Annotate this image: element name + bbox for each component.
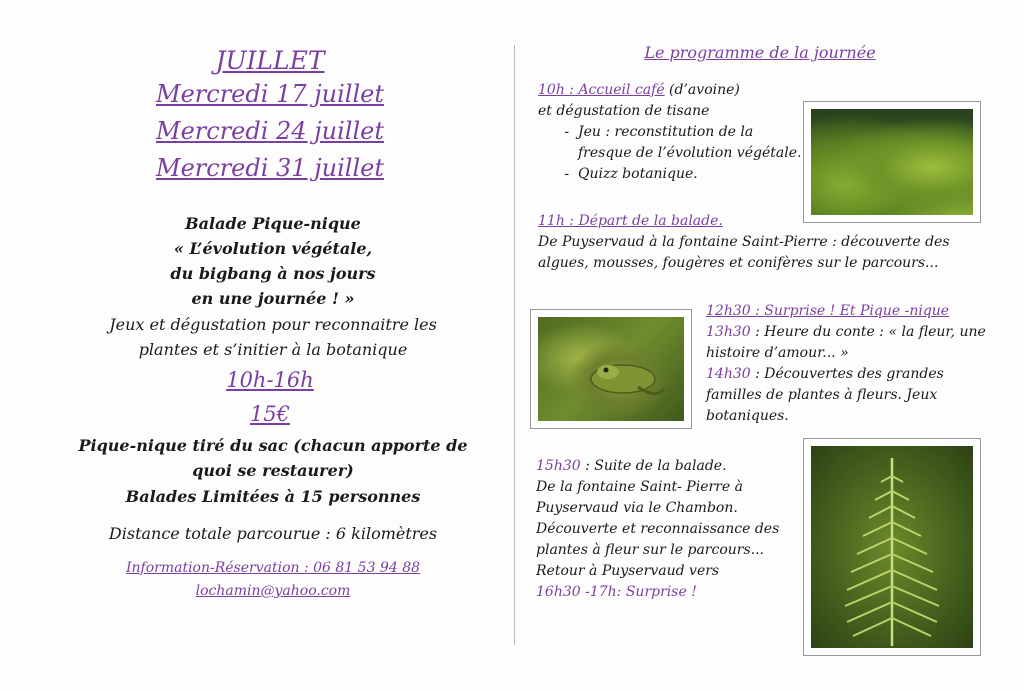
month-title: JUILLET	[215, 46, 325, 75]
date-3: Mercredi 31 juillet	[156, 154, 384, 182]
program-text: et dégustation de tisane	[538, 103, 710, 119]
program-text: : Découvertes des grandes familles de plantes à fleurs. Jeux botaniques.	[706, 366, 944, 424]
fern-photo	[803, 438, 981, 656]
program-time: 13h30	[706, 324, 751, 340]
picnic-text	[48, 433, 498, 483]
picnic-line: Pique-nique tiré du sac (chacun apporte de	[78, 436, 468, 455]
activity-list	[538, 122, 808, 185]
games-line: Jeux et dégustation pour reconnaitre les	[109, 315, 437, 334]
program-text: : Suite de la balade.	[580, 458, 727, 474]
moss-photo	[803, 101, 981, 223]
program-text: De la fontaine Saint- Pierre à Puyservaud via le Chambon. Découverte et reconnaissance des plantes à fleur sur le parcours...	[536, 479, 780, 558]
program-text: : Surprise !	[616, 584, 697, 600]
picnic-line: quoi se restaurer)	[192, 461, 354, 480]
program-time: 11h : Départ de la balade.	[538, 213, 723, 229]
date-2: Mercredi 24 juillet	[156, 117, 384, 145]
program-time: 12h30 : Surprise ! Et Pique -nique	[706, 303, 950, 319]
games-text	[48, 312, 498, 362]
program-time: 15h30	[536, 458, 581, 474]
program-title: Le programme de la journée	[644, 43, 876, 62]
date-1: Mercredi 17 juillet	[156, 80, 384, 108]
walk-line: « L’évolution végétale,	[173, 239, 373, 258]
program-text: : Heure du conte : « la fleur, une histoire d’amour... »	[706, 324, 986, 361]
program-text: Retour à Puyservaud vers	[536, 563, 720, 579]
program-time: 10h : Accueil café	[538, 82, 665, 98]
walk-title	[48, 211, 498, 311]
frog-photo	[530, 309, 692, 429]
total-distance: Distance totale parcourue : 6 kilomètres	[108, 524, 438, 543]
program-block-4	[536, 456, 796, 603]
contact-info	[48, 557, 498, 603]
group-limit: Balades Limitées à 15 personnes	[125, 487, 421, 506]
program-block-3	[706, 301, 986, 427]
list-item: - Jeu : reconstitution de la fresque de l’évolution végétale.	[578, 122, 808, 164]
reservation-phone[interactable]: Information-Réservation : 06 81 53 94 88	[125, 560, 421, 576]
column-divider	[514, 45, 515, 645]
program-block-1	[538, 80, 808, 185]
walk-line: Balade Pique-nique	[185, 214, 361, 233]
walk-line: en une journée ! »	[191, 289, 355, 308]
walk-line: du bigbang à nos jours	[170, 264, 376, 283]
games-line: plantes et s’initier à la botanique	[138, 340, 408, 359]
list-item: - Quizz botanique.	[578, 164, 808, 185]
event-hours: 10h-16h	[226, 368, 314, 392]
program-time: 16h30 -17h	[536, 584, 617, 600]
program-text: De Puyservaud à la fontaine Saint-Pierre : découverte des algues, mousses, fougères et conifères sur le parcours...	[538, 234, 950, 271]
program-text: (d’avoine)	[664, 82, 740, 98]
program-time: 14h30	[706, 366, 751, 382]
contact-email[interactable]: lochamin@yahoo.com	[195, 583, 351, 599]
event-price: 15€	[249, 402, 291, 426]
